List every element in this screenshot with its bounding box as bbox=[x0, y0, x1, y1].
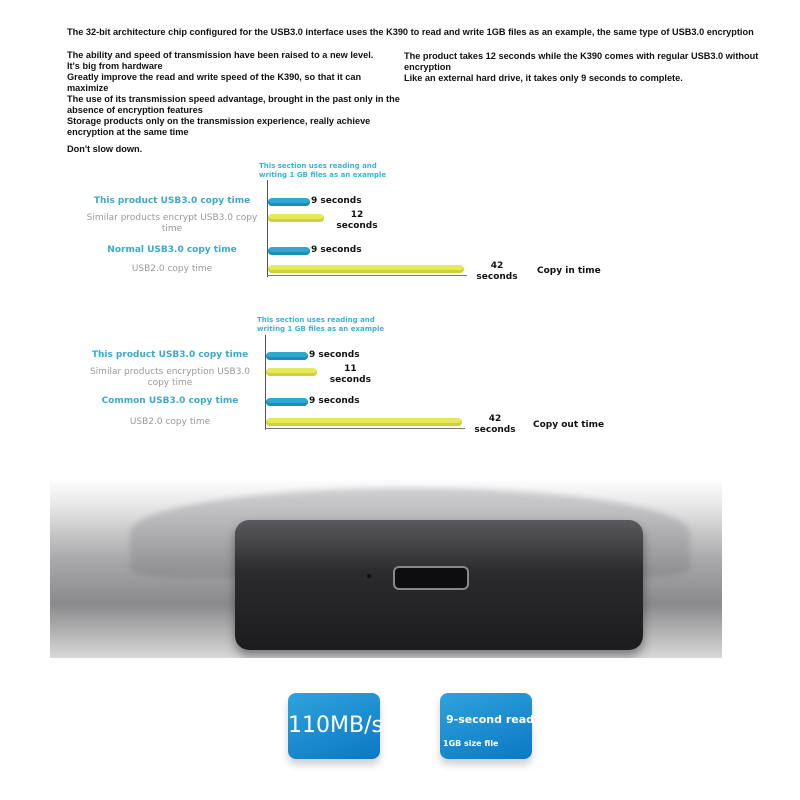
category-label: This product USB3.0 copy time bbox=[91, 350, 249, 360]
value-label: 9 seconds bbox=[311, 196, 362, 206]
led-indicator-icon bbox=[367, 574, 371, 578]
intro-right-line: The product takes 12 seconds while the K390 comes with regular USB3.0 without encryption bbox=[404, 51, 759, 72]
read-write-title: 9-second read/write bbox=[446, 713, 571, 726]
chart-note: This section uses reading and writing 1 GB files as an example bbox=[257, 316, 385, 333]
bar bbox=[266, 418, 462, 426]
speed-tile bbox=[288, 693, 383, 759]
value-label: 12 seconds bbox=[336, 210, 378, 231]
intro-headline-block bbox=[67, 27, 757, 38]
bar bbox=[268, 214, 324, 222]
value-label: 11 seconds bbox=[329, 364, 371, 385]
bar bbox=[266, 398, 308, 406]
chart-note: This section uses reading and writing 1 GB files as an example bbox=[259, 162, 387, 179]
intro-line: Greatly improve the read and write speed of the K390, so that it can maximize bbox=[67, 72, 362, 93]
value-label: 42 seconds bbox=[474, 414, 516, 435]
category-label: Similar products encrypt USB3.0 copy time bbox=[86, 213, 258, 234]
category-label: This product USB3.0 copy time bbox=[93, 196, 251, 206]
file-size-label: 1GB size file bbox=[443, 739, 499, 748]
speed-value: 110MB/s bbox=[288, 713, 383, 738]
y-axis bbox=[267, 180, 268, 277]
hard-drive bbox=[235, 520, 643, 650]
product-photo bbox=[50, 478, 722, 658]
category-label: USB2.0 copy time bbox=[131, 264, 213, 274]
chart-title: Copy out time bbox=[533, 420, 605, 430]
closing-text: Don't slow down. bbox=[67, 144, 143, 154]
x-axis bbox=[267, 275, 467, 276]
category-label: USB2.0 copy time bbox=[129, 417, 211, 427]
intro-left-column bbox=[67, 50, 402, 155]
bar bbox=[266, 352, 308, 360]
x-axis bbox=[265, 428, 465, 429]
chart-title: Copy in time bbox=[537, 266, 601, 276]
bar bbox=[266, 368, 317, 376]
value-label: 9 seconds bbox=[311, 245, 362, 255]
value-label: 9 seconds bbox=[309, 350, 360, 360]
read-write-tile bbox=[440, 693, 571, 759]
intro-line: It's big from hardware bbox=[67, 61, 163, 71]
intro-line: The ability and speed of transmission have been raised to a new level. bbox=[67, 50, 374, 60]
intro-right-column bbox=[404, 51, 760, 84]
bar bbox=[268, 198, 310, 206]
bar bbox=[268, 247, 310, 255]
category-label: Normal USB3.0 copy time bbox=[107, 245, 237, 255]
category-label: Common USB3.0 copy time bbox=[101, 396, 239, 406]
y-axis bbox=[265, 335, 266, 430]
headline: The 32-bit architecture chip configured for the USB3.0 interface uses the K390 to read and write 1GB files as an example, the same type of USB3.0 encryption bbox=[67, 27, 754, 37]
intro-line: The use of its transmission speed advantage, brought in the past only in the absence of encryption features bbox=[67, 94, 400, 115]
usb3-micro-b-port-icon bbox=[393, 566, 469, 590]
intro-line: Storage products only on the transmission experience, really achieve encryption at the same time bbox=[67, 116, 371, 137]
value-label: 42 seconds bbox=[476, 261, 518, 282]
bar bbox=[268, 265, 464, 273]
value-label: 9 seconds bbox=[309, 396, 360, 406]
intro-right-line: Like an external hard drive, it takes only 9 seconds to complete. bbox=[404, 73, 683, 83]
category-label: Similar products encryption USB3.0 copy time bbox=[89, 367, 251, 388]
